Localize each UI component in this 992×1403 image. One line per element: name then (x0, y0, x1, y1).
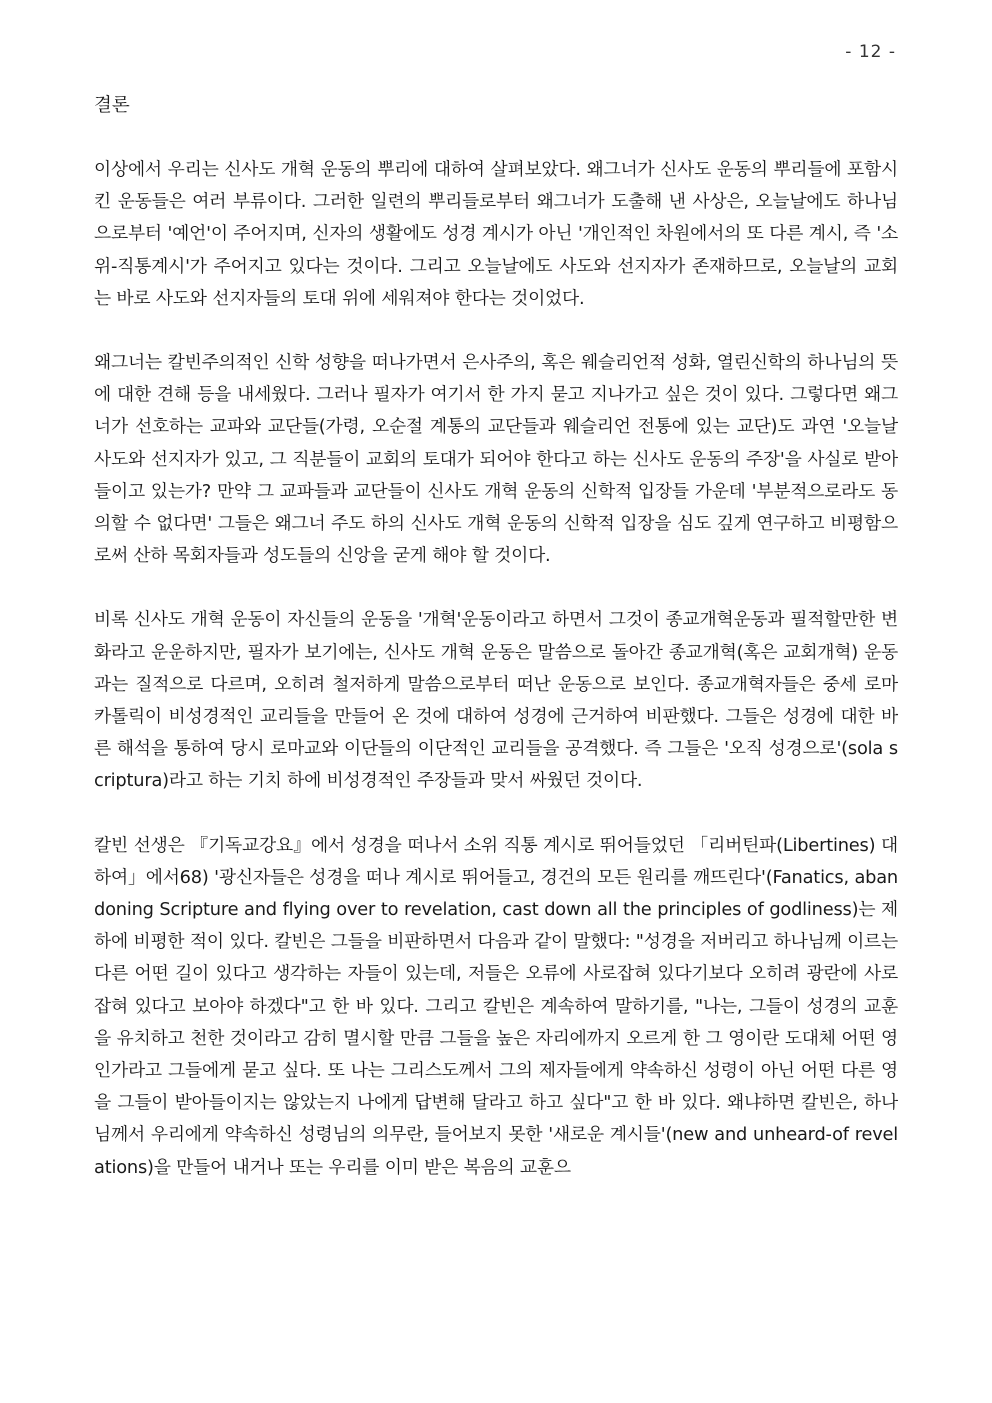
section-heading: 결론 (94, 95, 130, 116)
paragraph-1: 이상에서 우리는 신사도 개혁 운동의 뿌리에 대하여 살펴보았다. 왜그너가 신사도 운동의 뿌리들에 포함시킨 운동들은 여러 부류이다. 그러한 일련의 뿌리들로부터 왜그너가 도출해 낸 사상은, 오늘날에도 하나님으로부터 '예언'이 주어지며, 신자의 생활에도 성경 계시가 아닌 '개인적인 차원에서의 또 다른 계시, 즉 '소위-직통계시'가 주어지고 있다는 것이다. 그리고 오늘날에도 사도와 선지자가 존재하므로, 오늘날의 교회는 바로 사도와 선지자들의 토대 위에 세워져야 한다는 것이었다. (94, 159, 898, 309)
page-number: - 12 - (845, 42, 896, 62)
paragraph-4: 칼빈 선생은 『기독교강요』에서 성경을 떠나서 소위 직통 계시로 뛰어들었던 「리버틴파(Libertines) 대하여」에서68) '광신자들은 성경을 떠나 계시로 뛰어들고, 경건의 모든 원리를 깨뜨린다'(Fanatics, abandoning Scripture and flying over to revelation, cast down all the principles of godliness)는 제하에 비평한 적이 있다. 칼빈은 그들을 비판하면서 다음과 같이 말했다: "성경을 저버리고 하나님께 이르는 다른 어떤 길이 있다고 생각하는 자들이 있는데, 저들은 오류에 사로잡혀 있다기보다 오히려 광란에 사로잡혀 있다고 보아야 하겠다"고 한 바 있다. 그리고 칼빈은 계속하여 말하기를, "나는, 그들이 성경의 교훈을 유치하고 천한 것이라고 감히 멸시할 만큼 그들을 높은 자리에까지 오르게 한 그 영이란 도대체 어떤 영인가라고 그들에게 묻고 싶다. 또 나는 그리스도께서 그의 제자들에게 약속하신 성령이 아닌 어떤 다른 영을 그들이 받아들이지는 않았는지 나에게 답변해 달라고 하고 싶다"고 한 바 있다. 왜냐하면 칼빈은, 하나님께서 우리에게 약속하신 성령님의 의무란, 들어보지 못한 '새로운 계시들'(new and unheard-of revelations)을 만들어 내거나 또는 우리를 이미 받은 복음의 교훈으 (94, 834, 898, 1178)
paragraph-2: 왜그너는 칼빈주의적인 신학 성향을 떠나가면서 은사주의, 혹은 웨슬리언적 성화, 열린신학의 하나님의 뜻에 대한 견해 등을 내세웠다. 그러나 필자가 여기서 한 가지 묻고 지나가고 싶은 것이 있다. 그렇다면 왜그너가 선호하는 교파와 교단들(가령, 오순절 계통의 교단들과 웨슬리언 전통에 있는 교단)도 과연 '오늘날 사도와 선지자가 있고, 그 직분들이 교회의 토대가 되어야 한다고 하는 신사도 운동의 주장'을 사실로 받아들이고 있는가? 만약 그 교파들과 교단들이 신사도 개혁 운동의 신학적 입장들 가운데 '부분적으로라도 동의할 수 없다면' 그들은 왜그너 주도 하의 신사도 개혁 운동의 신학적 입장을 심도 깊게 연구하고 비평함으로써 산하 목회자들과 성도들의 신앙을 굳게 해야 할 것이다. (94, 352, 898, 567)
body-text (94, 154, 898, 1184)
paragraph-3: 비록 신사도 개혁 운동이 자신들의 운동을 '개혁'운동이라고 하면서 그것이 종교개혁운동과 필적할만한 변화라고 운운하지만, 필자가 보기에는, 신사도 개혁 운동은 말씀으로 돌아간 종교개혁(혹은 교회개혁) 운동과는 질적으로 다르며, 오히려 철저하게 말씀으로부터 떠난 운동으로 보인다. 종교개혁자들은 중세 로마 카톨릭이 비성경적인 교리들을 만들어 온 것에 대하여 성경에 근거하여 비판했다. 그들은 성경에 대한 바른 해석을 통하여 당시 로마교와 이단들의 이단적인 교리들을 공격했다. 즉 그들은 '오직 성경으로'(sola scriptura)라고 하는 기치 하에 비성경적인 주장들과 맞서 싸웠던 것이다. (94, 609, 898, 792)
